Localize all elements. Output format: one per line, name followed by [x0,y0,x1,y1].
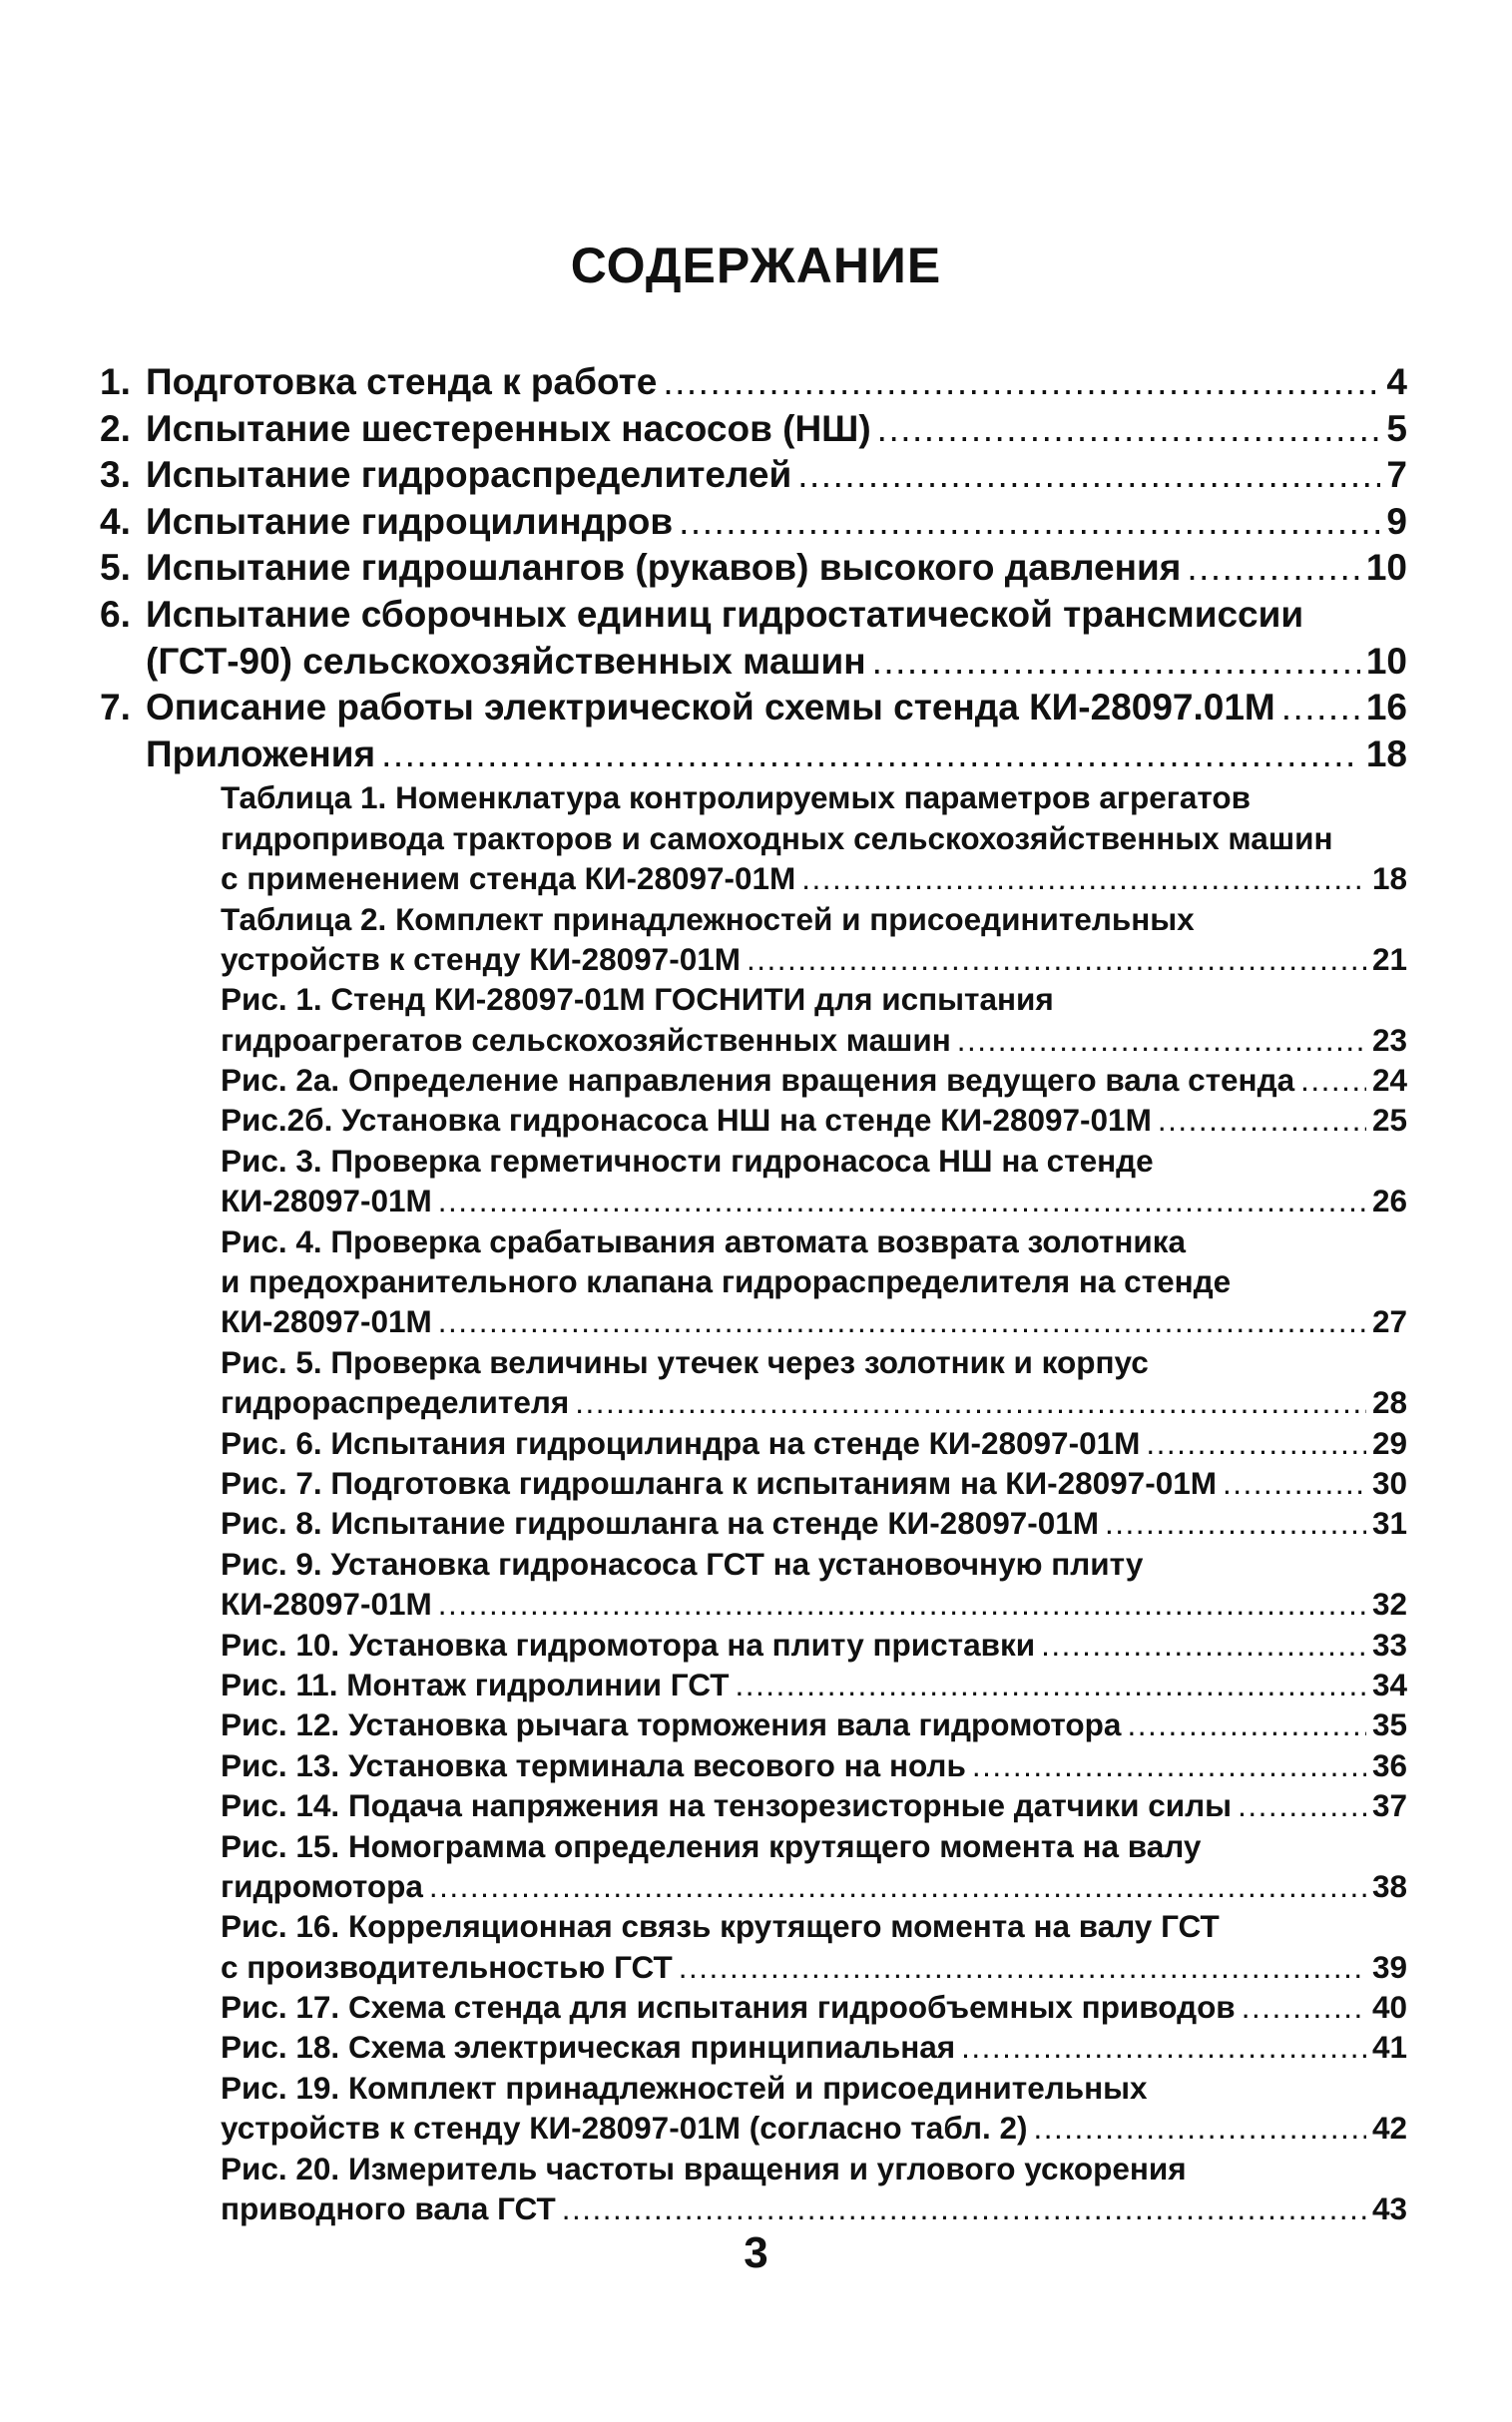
toc-entry-text: устройств к стенду КИ-28097-01М [221,940,741,977]
toc-entry-text: Рис. 20. Измеритель частоты вращения и углового ускорения [221,2150,1187,2186]
dot-leader [1238,1785,1366,1825]
toc-page-number: 43 [1371,2190,1407,2227]
toc-entry-text: Испытание гидроцилиндров [146,500,674,542]
toc-page-number: 7 [1386,454,1407,496]
toc-entry-text: Рис. 10. Установка гидромотора на плиту приставки [221,1626,1036,1663]
dot-leader [1034,2108,1366,2148]
toc-page-number: 30 [1371,1464,1407,1501]
toc-entry [100,499,1407,546]
dot-leader [1127,1704,1366,1744]
toc-page-number: 41 [1371,2029,1407,2066]
toc-page-number: 29 [1371,1424,1407,1461]
toc-appendix-entry [100,1745,1407,1785]
page-title: СОДЕРЖАНИЕ [570,238,942,293]
toc-entry-text: Рис. 8. Испытание гидрошланга на стенде КИ-28097-01М [221,1505,1100,1542]
toc-appendix-entry [100,1987,1407,2027]
toc-page-number: 28 [1371,1384,1407,1421]
toc-entry-line [100,731,1407,778]
dot-leader [961,2027,1366,2067]
toc-entry-line [100,1745,1407,1785]
toc-entry-text: приводного вала ГСТ [221,2190,556,2227]
toc-page-number: 23 [1371,1021,1407,1058]
dot-leader [872,639,1360,686]
toc-entry-text: устройств к стенду КИ-28097-01М (согласно табл. 2) [221,2110,1028,2147]
toc-page-number: 42 [1371,2110,1407,2147]
toc-page-number: 34 [1371,1666,1407,1702]
toc-entry-text: КИ-28097-01М [221,1586,432,1623]
toc-appendix-entry [100,1221,1407,1342]
toc-entry-line [100,545,1407,592]
dot-leader [429,1866,1366,1906]
dot-leader [797,452,1380,499]
toc-entry-line [100,2027,1407,2067]
toc-entry-line [100,1906,1407,1946]
toc-entry-line [100,2108,1407,2148]
toc-entry-text: Рис.2б. Установка гидронасоса НШ на стенде КИ-28097-01М [221,1102,1152,1139]
toc-entry-text: Испытание шестеренных насосов (НШ) [146,407,871,449]
toc-entry-text: Подготовка стенда к работе [146,361,658,402]
toc-entry-line [100,1503,1407,1543]
dot-leader [438,1584,1366,1624]
toc-entry-line [100,1342,1407,1382]
dot-leader [438,1301,1366,1341]
toc-entry-line [100,1947,1407,1987]
toc-page-number: 40 [1371,1989,1407,2026]
toc-entry-line [100,1544,1407,1584]
toc-entry-line [100,1261,1407,1301]
toc-entry-text: КИ-28097-01М [221,1303,432,1340]
toc-entry-line [100,685,1407,731]
toc-entry-text: (ГСТ-90) сельскохозяйственных машин [146,640,866,682]
toc-page-number: 21 [1371,940,1407,977]
toc-entry-line [100,899,1407,939]
toc-appendix-entry [100,1826,1407,1907]
toc-entry-text: Испытание сборочных единиц гидростатической трансмиссии [146,593,1304,635]
dot-leader [663,359,1380,406]
dot-leader [679,499,1380,546]
toc-entry-number: 5. [100,547,131,589]
toc-entry [100,731,1407,778]
dot-leader [735,1665,1366,1704]
toc-appendix-entry [100,1906,1407,1987]
toc-entry-text: Рис. 18. Схема электрическая принципиальная [221,2029,956,2066]
toc-entry-text: Рис. 15. Номограмма определения крутящего момента на валу [221,1827,1202,1864]
toc-entry-text: гидрораспределителя [221,1384,570,1421]
toc-entry-line [100,979,1407,1019]
toc-page-number: 38 [1371,1867,1407,1904]
toc-page-number: 26 [1371,1183,1407,1219]
toc-entry-number: 1. [100,361,131,402]
toc-entry [100,406,1407,453]
toc-entry-text: с применением стенда КИ-28097-01М [221,860,796,897]
toc-entry-line [100,1423,1407,1463]
dot-leader [877,406,1381,453]
toc-entry-text: Рис. 19. Комплект принадлежностей и присоединительных [221,2069,1148,2106]
toc-entry-line [100,1382,1407,1422]
toc-entry-text: Приложения [146,732,376,774]
toc-entry-line [100,1826,1407,1866]
toc-entry-text: гидропривода тракторов и самоходных сельскохозяйственных машин [221,819,1333,856]
dot-leader [1300,1060,1366,1100]
toc-entry-text: Рис. 1. Стенд КИ-28097-01М ГОСНИТИ для испытания [221,981,1054,1018]
toc-page-number: 31 [1371,1505,1407,1542]
toc-appendix-entry [100,777,1407,898]
toc-entry-number: 6. [100,593,131,635]
toc-entry-line [100,939,1407,979]
toc-page-number: 37 [1371,1787,1407,1824]
toc-entry-line [100,1704,1407,1744]
toc-entry-text: Рис. 5. Проверка величины утечек через золотник и корпус [221,1343,1149,1380]
toc-page-number: 9 [1386,500,1407,542]
toc-page-number: 4 [1386,361,1407,402]
dot-leader [957,1020,1366,1060]
toc-appendix-entry [100,1785,1407,1825]
toc-appendix-entry [100,1060,1407,1100]
toc-entry-line [100,858,1407,898]
toc-entry-line [100,818,1407,858]
toc-appendix-entry [100,1625,1407,1665]
dot-leader [562,2188,1366,2228]
toc-entry-text: Описание работы электрической схемы стенда КИ-28097.01М [146,687,1275,728]
table-of-contents [100,359,1407,2228]
toc-page-number: 18 [1371,860,1407,897]
toc-page-number: 5 [1386,407,1407,449]
toc-entry [100,685,1407,731]
dot-leader [1223,1463,1366,1503]
toc-appendix-entry [100,1141,1407,1221]
toc-page-number: 10 [1365,640,1407,682]
toc-appendix-entry [100,1704,1407,1744]
toc-page-number: 18 [1365,732,1407,774]
dot-leader [1281,685,1360,731]
toc-entry-line [100,1100,1407,1140]
dot-leader [801,858,1366,898]
toc-entry-line [100,359,1407,406]
toc-entry-text: Рис. 6. Испытания гидроцилиндра на стенде КИ-28097-01М [221,1424,1141,1461]
toc-entry-number: 3. [100,454,131,496]
dot-leader [1041,1625,1366,1665]
toc-entry-text: Рис. 2а. Определение направления вращения ведущего вала стенда [221,1062,1295,1099]
dot-leader [1146,1423,1366,1463]
toc-appendix-entry [100,1463,1407,1503]
toc-entry-text: Таблица 2. Комплект принадлежностей и присоединительных [221,900,1195,937]
toc-entry-text: Рис. 11. Монтаж гидролинии ГСТ [221,1666,730,1702]
toc-entry-line [100,499,1407,546]
toc-appendix-entry [100,2068,1407,2149]
toc-entry-text: Испытание гидрошлангов (рукавов) высокого давления [146,547,1182,589]
toc-entry-line [100,1987,1407,2027]
dot-leader [747,939,1366,979]
toc-appendix-entry [100,2027,1407,2067]
toc-appendix-entry [100,1503,1407,1543]
toc-entry-line [100,1665,1407,1704]
toc-entry-line [100,1060,1407,1100]
dot-leader [438,1181,1366,1220]
toc-entry-line [100,1625,1407,1665]
dot-leader [1105,1503,1366,1543]
toc-page-number: 35 [1371,1706,1407,1743]
dot-leader [1158,1100,1366,1140]
toc-entry-text: Рис. 4. Проверка срабатывания автомата возврата золотника [221,1222,1187,1259]
toc-entry-text: гидромотора [221,1867,423,1904]
toc-entry-text: Рис. 16. Корреляционная связь крутящего момента на валу ГСТ [221,1908,1220,1945]
toc-entry-line [100,1463,1407,1503]
toc-page-number: 33 [1371,1626,1407,1663]
toc-entry-text: с производительностью ГСТ [221,1948,673,1985]
toc-entry-line [100,1866,1407,1906]
toc-page-number: 25 [1371,1102,1407,1139]
toc-entry-number: 7. [100,687,131,728]
toc-entry [100,359,1407,406]
dot-leader [575,1382,1366,1422]
toc-appendix-entry [100,1100,1407,1140]
toc-appendix-entry [100,899,1407,980]
toc-entry-number: 2. [100,407,131,449]
toc-page-number: 32 [1371,1586,1407,1623]
dot-leader [381,731,1360,778]
toc-entry-text: Рис. 3. Проверка герметичности гидронасоса НШ на стенде [221,1142,1154,1179]
toc-entry-line [100,1141,1407,1181]
toc-appendix-entry [100,1544,1407,1625]
toc-entry-text: КИ-28097-01М [221,1183,432,1219]
toc-appendix-entry [100,1665,1407,1704]
toc-entry-text: Таблица 1. Номенклатура контролируемых параметров агрегатов [221,779,1252,816]
toc-appendix-entry [100,2149,1407,2229]
toc-entry-line [100,1785,1407,1825]
toc-entry-line [100,2068,1407,2108]
toc-entry-line [100,2188,1407,2228]
toc-entry-line [100,1301,1407,1341]
toc-page-number: 27 [1371,1303,1407,1340]
toc-appendix-entry [100,979,1407,1060]
toc-entry-line [100,406,1407,453]
toc-entry-line [100,639,1407,686]
toc-entry-line [100,1221,1407,1261]
toc-entry-line [100,1020,1407,1060]
toc-entry [100,545,1407,592]
toc-entry-line [100,452,1407,499]
toc-entry [100,452,1407,499]
toc-entry-number: 4. [100,500,131,542]
toc-entry-text: и предохранительного клапана гидрораспределителя на стенде [221,1263,1232,1300]
toc-entry-text: Рис. 7. Подготовка гидрошланга к испытаниям на КИ-28097-01М [221,1464,1217,1501]
toc-appendix-entry [100,1342,1407,1423]
toc-entry-line [100,1584,1407,1624]
toc-entry [100,592,1407,685]
toc-entry-text: Испытание гидрораспределителей [146,454,792,496]
toc-appendix-entry [100,1423,1407,1463]
dot-leader [1187,545,1360,592]
toc-entry-text: гидроагрегатов сельскохозяйственных машин [221,1021,951,1058]
toc-entry-text: Рис. 12. Установка рычага торможения вала гидромотора [221,1706,1122,1743]
toc-entry-text: Рис. 17. Схема стенда для испытания гидрообъемных приводов [221,1989,1236,2026]
dot-leader [679,1947,1366,1987]
toc-page-number: 39 [1371,1948,1407,1985]
toc-entry-line [100,592,1407,639]
toc-entry-text: Рис. 9. Установка гидронасоса ГСТ на установочную плиту [221,1545,1144,1582]
toc-entry-line [100,2149,1407,2188]
toc-page-number: 24 [1371,1062,1407,1099]
page-number: 3 [744,2228,768,2277]
toc-entry-line [100,1181,1407,1220]
dot-leader [972,1745,1366,1785]
dot-leader [1242,1987,1366,2027]
toc-page-number: 10 [1365,547,1407,589]
toc-entry-text: Рис. 14. Подача напряжения на тензорезисторные датчики силы [221,1787,1233,1824]
toc-entry-text: Рис. 13. Установка терминала весового на ноль [221,1746,966,1783]
toc-page-number: 16 [1365,687,1407,728]
toc-entry-line [100,777,1407,817]
toc-page-number: 36 [1371,1746,1407,1783]
